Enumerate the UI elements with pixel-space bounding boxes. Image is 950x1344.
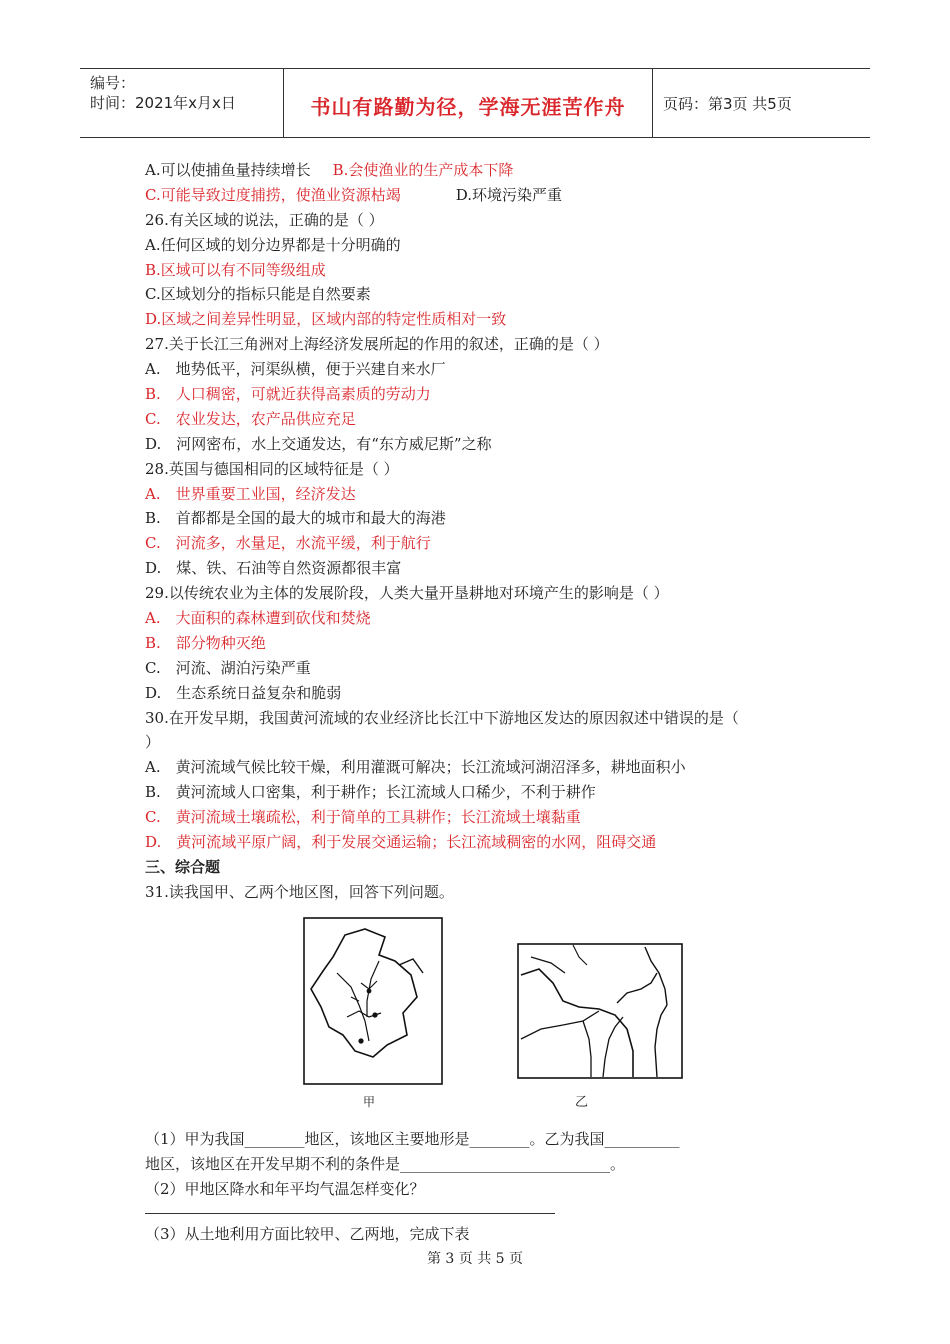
q29-option-c: C. 河流、湖泊污染严重 — [145, 658, 311, 677]
q26-stem: 26.有关区域的说法，正确的是（ ） — [145, 210, 384, 229]
number-label: 编号： — [90, 74, 136, 92]
q31-stem: 31.读我国甲、乙两个地区图，回答下列问题。 — [145, 882, 454, 901]
q28-option-b: B. 首都都是全国的最大的城市和最大的海港 — [145, 509, 446, 528]
q30-option-d: D. 黄河流域平原广阔，利于发展交通运输；长江流域稠密的水网，阻碍交通 — [145, 833, 657, 852]
q28-option-a: A. 世界重要工业国，经济发达 — [145, 484, 356, 503]
q31-part1-line2: 地区，该地区在开发早期不利的条件是____________________________。 — [145, 1154, 626, 1173]
q30-option-a: A. 黄河流域气候比较干燥，利用灌溉可解决；长江流域河湖沼泽多，耕地面积小 — [145, 758, 686, 777]
page-footer: 第 3 页 共 5 页 — [426, 1251, 524, 1267]
header-divider — [652, 69, 653, 137]
q27-option-a: A. 地势低平，河渠纵横，便于兴建自来水厂 — [145, 360, 446, 379]
q29-option-b: B. 部分物种灭绝 — [145, 633, 266, 652]
q28-stem: 28.英国与德国相同的区域特征是（ ） — [145, 459, 399, 478]
map-yi-label: 乙 — [575, 1094, 589, 1110]
q31-part3: （3）从土地利用方面比较甲、乙两地，完成下表 — [145, 1225, 470, 1244]
q26-option-b: B.区域可以有不同等级组成 — [145, 260, 326, 279]
q25-option-c: C.可能导致过度捕捞，使渔业资源枯竭 — [145, 185, 401, 204]
page-header — [80, 68, 870, 138]
q25-option-d: D.环境污染严重 — [455, 185, 562, 204]
q30-option-b: B. 黄河流域人口密集，利于耕作；长江流域人口稀少，不利于耕作 — [145, 783, 596, 802]
q29-option-d: D. 生态系统日益复杂和脆弱 — [145, 683, 342, 702]
header-motto: 书山有路勤为径，学海无涯苦作舟 — [310, 95, 626, 119]
map-yi — [517, 943, 683, 1079]
q29-stem: 29.以传统农业为主体的发展阶段，人类大量开垦耕地对环境产生的影响是（ ） — [145, 584, 669, 603]
q27-option-c: C. 农业发达，农产品供应充足 — [145, 409, 356, 428]
q30-option-c: C. 黄河流域土壤疏松，利于简单的工具耕作；长江流域土壤黏重 — [145, 808, 581, 827]
q28-option-c: C. 河流多，水量足，水流平缓，利于航行 — [145, 534, 431, 553]
document-body — [145, 158, 805, 1247]
q27-stem: 27.关于长江三角洲对上海经济发展所起的作用的叙述，正确的是（ ） — [145, 335, 609, 354]
q25-option-b: B.会使渔业的生产成本下降 — [332, 161, 514, 179]
q26-option-d: D.区域之间差异性明显，区域内部的特定性质相对一致 — [145, 310, 507, 329]
q31-part2: （2）甲地区降水和年平均气温怎样变化？ — [145, 1179, 425, 1198]
q30-stem: 30.在开发早期，我国黄河流域的农业经济比长江中下游地区发达的原因叙述中错误的是（ — [145, 708, 739, 727]
q27-option-b: B. 人口稠密，可就近获得高素质的劳动力 — [145, 385, 431, 404]
q25-options-row2 — [145, 183, 805, 208]
q26-option-a: A.任何区域的划分边界都是十分明确的 — [145, 235, 401, 254]
q27-option-d: D. 河网密布，水上交通发达，有“东方威尼斯”之称 — [145, 434, 492, 453]
map-jia — [303, 917, 443, 1085]
header-page-number: 页码：第3页 共5页 — [663, 95, 792, 113]
q31-maps — [145, 907, 805, 1117]
section-title: 三、综合题 — [145, 857, 221, 876]
q28-option-d: D. 煤、铁、石油等自然资源都很丰富 — [145, 559, 402, 578]
header-meta — [90, 73, 236, 113]
q30-stem-end: ） — [145, 733, 161, 752]
date-label: 时间：2021年x月x日 — [90, 94, 236, 112]
q26-option-c: C.区域划分的指标只能是自然要素 — [145, 285, 371, 304]
map-jia-label: 甲 — [363, 1094, 376, 1109]
q25-options-row1 — [145, 158, 805, 183]
q31-part1-line1: （1）甲为我国________地区，该地区主要地形是________。乙为我国__________ — [145, 1129, 680, 1148]
answer-line — [145, 1213, 555, 1214]
q25-option-a: A.可以使捕鱼量持续增长 — [145, 161, 311, 179]
q29-option-a: A. 大面积的森林遭到砍伐和焚烧 — [145, 609, 371, 628]
